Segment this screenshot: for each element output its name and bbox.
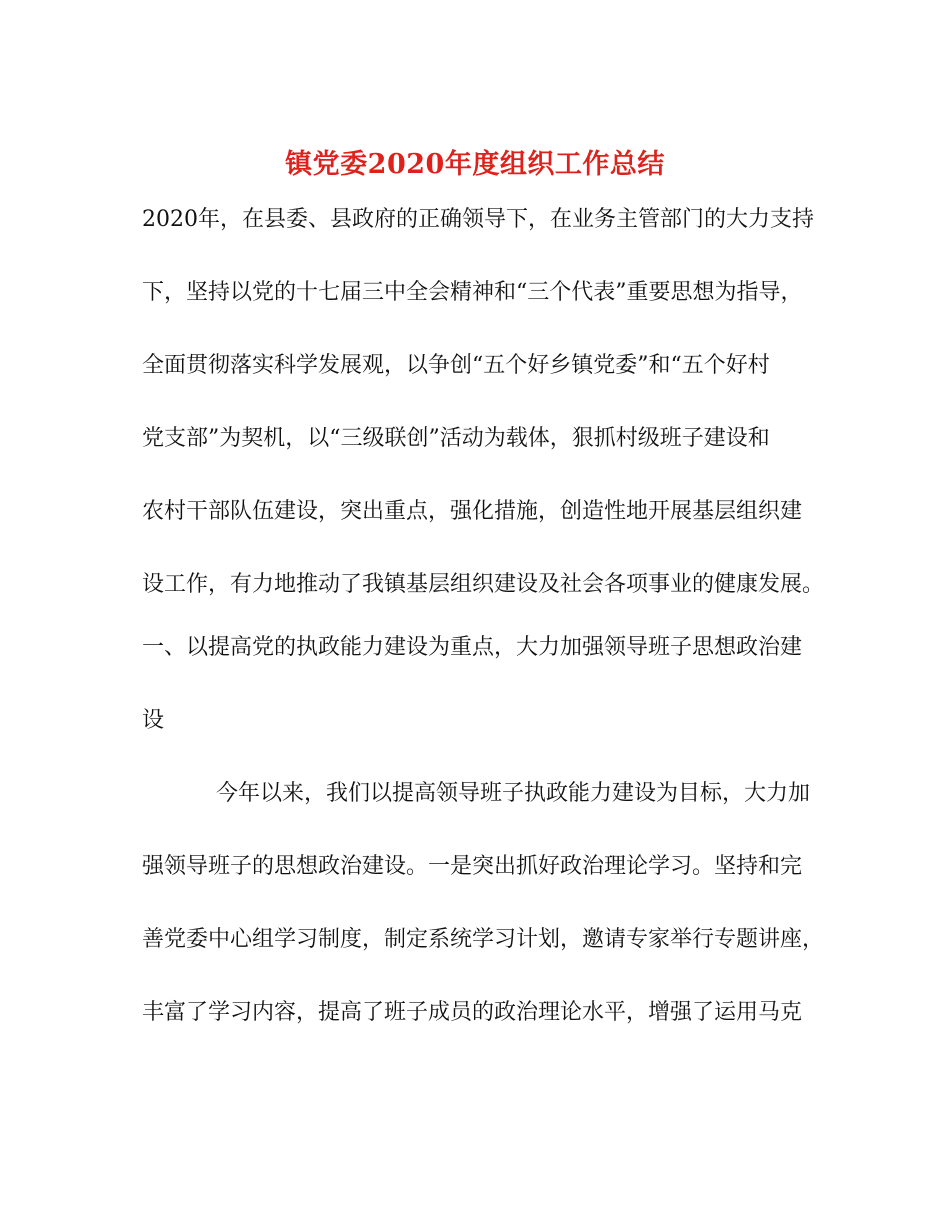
body-line: 2020年，在县委、县政府的正确领导下，在业务主管部门的大力支持: [142, 207, 814, 232]
paragraph-first-line: 今年以来，我们以提高领导班子执政能力建设为目标，大力加: [216, 781, 811, 806]
document-title: 镇党委2020年度组织工作总结: [285, 149, 665, 180]
body-line: 设工作，有力地推动了我镇基层组织建设及社会各项事业的健康发展。: [142, 572, 825, 597]
body-line: 善党委中心组学习制度，制定系统学习计划，邀请专家举行专题讲座，: [142, 927, 825, 952]
section-heading-line: 设: [142, 708, 165, 733]
section-heading-line: 一、以提高党的执政能力建设为重点，大力加强领导班子思想政治建: [142, 635, 803, 660]
body-line: 全面贯彻落实科学发展观，以争创“五个好乡镇党委”和“五个好村: [142, 353, 770, 378]
body-line: 党支部”为契机，以“三级联创”活动为载体，狠抓村级班子建设和: [142, 426, 770, 451]
body-line: 下，坚持以党的十七届三中全会精神和“三个代表”重要思想为指导，: [142, 280, 803, 305]
body-line: 丰富了学习内容，提高了班子成员的政治理论水平，增强了运用马克: [142, 1000, 803, 1025]
body-line: 强领导班子的思想政治建设。一是突出抓好政治理论学习。坚持和完: [142, 854, 803, 879]
body-line: 农村干部队伍建设，突出重点，强化措施，创造性地开展基层组织建: [142, 499, 803, 524]
